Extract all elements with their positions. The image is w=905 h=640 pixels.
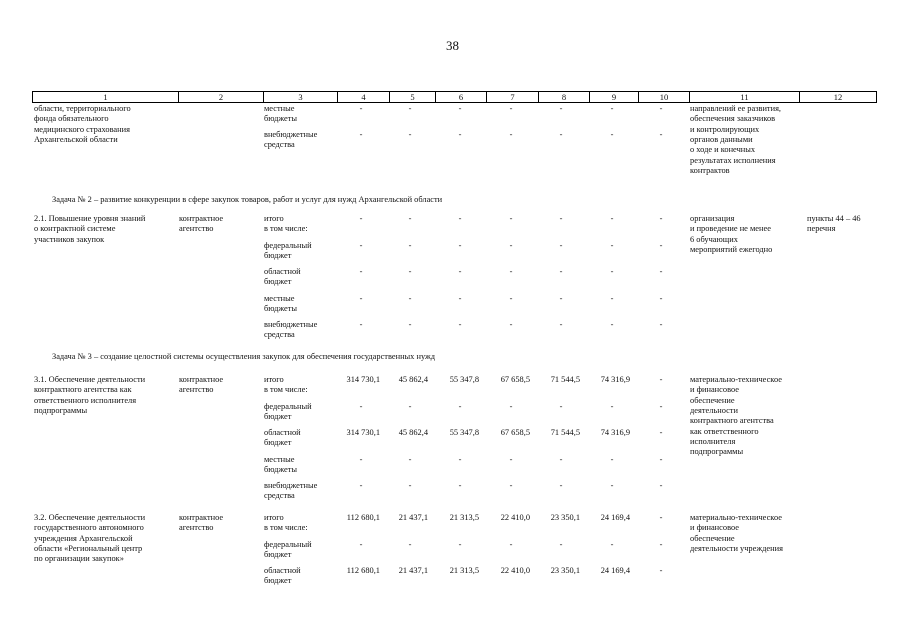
value-cell: - [610, 214, 614, 223]
value-cell: - [559, 240, 563, 250]
source-label: бюджет [264, 549, 292, 559]
header-cell-12: 12 [799, 92, 876, 102]
value-cell: - [509, 130, 513, 139]
value-cell: - [659, 293, 663, 303]
measure-name: 3.1. Обеспечение деятельности [34, 375, 146, 384]
source-label: в том числе: [264, 224, 308, 234]
value-cell: - [610, 130, 614, 139]
value-cell: 21 437,1 [398, 566, 428, 575]
value-cell: - [659, 267, 663, 276]
source-label: итого [264, 214, 284, 223]
value-cell: - [659, 454, 663, 464]
executor: контрактное [179, 214, 224, 223]
source-label: средства [264, 140, 295, 150]
source-label: итого [264, 513, 284, 522]
value-cell: 24 169,4 [600, 513, 630, 522]
value-cell: - [359, 130, 363, 139]
source-label: областной [264, 566, 301, 575]
expected-result: мероприятий ежегодно [690, 244, 773, 254]
value-cell: - [610, 267, 614, 276]
value-cell: - [509, 240, 513, 250]
executor: агентство [179, 523, 214, 533]
executor: агентство [179, 385, 214, 395]
value-cell: - [509, 104, 513, 113]
expected-result: обеспечение [690, 533, 735, 543]
measure-name: о контрактной системе [34, 224, 116, 234]
header-cell-9: 9 [589, 92, 638, 102]
value-cell: - [458, 320, 462, 329]
source-label: бюджет [264, 277, 292, 287]
value-cell: - [559, 267, 563, 276]
expected-result: направлений ее развития, [690, 104, 782, 113]
value-cell: - [359, 320, 363, 329]
value-cell: 67 658,5 [500, 428, 530, 437]
value-cell: - [359, 104, 363, 113]
value-cell: - [509, 293, 513, 303]
value-cell: 112 680,1 [346, 566, 380, 575]
value-cell: 23 350,1 [550, 566, 580, 575]
expected-result: и проведение не менее [690, 224, 771, 234]
value-cell: - [659, 539, 663, 549]
value-cell: - [559, 401, 563, 411]
source-label: средства [264, 330, 295, 340]
value-cell: - [359, 240, 363, 250]
measure-name: по организации закупок» [34, 554, 124, 564]
source-label: внебюджетные [264, 130, 318, 139]
value-cell: - [559, 104, 563, 113]
value-cell: - [359, 267, 363, 276]
value-cell: - [359, 293, 363, 303]
expected-result: материально-техническое [690, 375, 782, 384]
value-cell: - [509, 401, 513, 411]
value-cell: - [659, 214, 663, 223]
source-label: бюджеты [264, 303, 298, 313]
header-cell-6: 6 [435, 92, 486, 102]
source-label: в том числе: [264, 523, 308, 533]
value-cell: - [408, 320, 412, 329]
measure-name: медицинского страхования [34, 124, 130, 134]
value-cell: - [659, 240, 663, 250]
value-cell: - [610, 401, 614, 411]
value-cell: 71 544,5 [550, 428, 580, 437]
value-cell: - [509, 320, 513, 329]
expected-result: исполнителя [690, 436, 736, 446]
value-cell: - [659, 130, 663, 139]
value-cell: 23 350,1 [550, 513, 580, 522]
value-cell: - [458, 130, 462, 139]
value-cell: - [509, 481, 513, 490]
value-cell: 74 316,9 [600, 375, 630, 384]
source-label: федеральный [264, 539, 312, 549]
value-cell: - [559, 130, 563, 139]
measure-name: ответственного исполнителя [34, 395, 137, 405]
source-label: в том числе: [264, 385, 308, 395]
expected-result: о ходе и конечных [690, 145, 756, 155]
value-cell: - [408, 214, 412, 223]
header-cell-2: 2 [178, 92, 263, 102]
value-cell: - [509, 454, 513, 464]
value-cell: - [509, 539, 513, 549]
value-cell: - [610, 293, 614, 303]
measure-name: области, территориального [34, 104, 131, 113]
value-cell: 21 437,1 [398, 513, 428, 522]
executor: контрактное [179, 513, 224, 522]
value-cell: - [659, 513, 663, 522]
value-cell: - [458, 104, 462, 113]
expected-result: обеспечения заказчиков [690, 114, 776, 124]
reference: пункты 44 – 46 [807, 214, 861, 223]
value-cell: - [559, 481, 563, 490]
value-cell: 67 658,5 [500, 375, 530, 384]
executor: агентство [179, 224, 214, 234]
task-title: Задача № 3 – создание целостной системы осуществления закупок для обеспечения государственных нужд [52, 352, 436, 361]
value-cell: - [408, 401, 412, 411]
header-cell-4: 4 [337, 92, 389, 102]
value-cell: - [458, 401, 462, 411]
expected-result: 6 обучающих [690, 234, 738, 244]
value-cell: - [408, 454, 412, 464]
measure-name: государственного автономного [34, 523, 144, 533]
value-cell: - [559, 214, 563, 223]
value-cell: - [359, 481, 363, 490]
source-label: внебюджетные [264, 481, 318, 490]
measure-name: Архангельской области [34, 134, 118, 144]
value-cell: - [458, 454, 462, 464]
value-cell: - [610, 240, 614, 250]
expected-result: органов данными [690, 134, 753, 144]
expected-result: деятельности [690, 405, 738, 415]
source-label: областной [264, 428, 301, 437]
source-label: федеральный [264, 401, 312, 411]
expected-result: подпрограммы [690, 447, 744, 457]
value-cell: - [408, 481, 412, 490]
expected-result: обеспечение [690, 395, 735, 405]
value-cell: 21 313,5 [449, 513, 479, 522]
value-cell: - [359, 401, 363, 411]
value-cell: - [458, 267, 462, 276]
expected-result: контрактного агентства [690, 416, 774, 426]
value-cell: - [458, 481, 462, 490]
table-header-row [32, 91, 877, 103]
value-cell: 45 862,4 [398, 375, 428, 384]
value-cell: 71 544,5 [550, 375, 580, 384]
value-cell: 21 313,5 [449, 566, 479, 575]
expected-result: материально-техническое [690, 513, 782, 522]
expected-result: и контролирующих [690, 124, 760, 134]
value-cell: - [559, 539, 563, 549]
header-cell-10: 10 [638, 92, 689, 102]
value-cell: - [359, 539, 363, 549]
value-cell: - [458, 293, 462, 303]
measure-name: области «Региональный центр [34, 543, 143, 553]
source-label: внебюджетные [264, 320, 318, 329]
source-label: бюджет [264, 576, 292, 586]
value-cell: - [509, 267, 513, 276]
value-cell: - [408, 293, 412, 303]
value-cell: - [509, 214, 513, 223]
header-cell-11: 11 [689, 92, 799, 102]
value-cell: - [659, 428, 663, 437]
value-cell: - [559, 454, 563, 464]
source-label: местные [264, 104, 295, 113]
value-cell: 74 316,9 [600, 428, 630, 437]
value-cell: - [408, 539, 412, 549]
value-cell: 314 730,1 [346, 428, 380, 437]
expected-result: контрактов [690, 165, 730, 175]
task-title: Задача № 2 – развитие конкуренции в сфере закупок товаров, работ и услуг для нужд Архангельской области [52, 195, 443, 204]
value-cell: - [408, 240, 412, 250]
source-label: средства [264, 491, 295, 501]
value-cell: - [559, 293, 563, 303]
value-cell: - [659, 320, 663, 329]
value-cell: - [659, 401, 663, 411]
expected-result: деятельности учреждения [690, 543, 783, 553]
header-cell-3: 3 [263, 92, 337, 102]
source-label: бюджеты [264, 464, 298, 474]
value-cell: - [458, 214, 462, 223]
measure-name: подпрограммы [34, 405, 88, 415]
source-label: бюджет [264, 438, 292, 448]
header-cell-8: 8 [538, 92, 589, 102]
value-cell: - [359, 214, 363, 223]
value-cell: - [659, 566, 663, 575]
source-label: бюджет [264, 411, 292, 421]
measure-name: 3.2. Обеспечение деятельности [34, 513, 146, 522]
value-cell: 55 347,8 [449, 428, 479, 437]
expected-result: результатах исполнения [690, 155, 776, 165]
value-cell: - [359, 454, 363, 464]
value-cell: - [610, 481, 614, 490]
measure-name: участников закупок [34, 234, 105, 244]
value-cell: - [610, 454, 614, 464]
value-cell: - [659, 375, 663, 384]
value-cell: - [458, 539, 462, 549]
source-label: бюджет [264, 250, 292, 260]
expected-result: как ответственного [690, 426, 759, 436]
value-cell: - [610, 539, 614, 549]
value-cell: - [659, 104, 663, 113]
reference: перечня [807, 224, 836, 234]
measure-name: учреждения Архангельской [34, 533, 133, 543]
value-cell: - [610, 320, 614, 329]
measure-name: фонда обязательного [34, 114, 109, 124]
source-label: федеральный [264, 240, 312, 250]
executor: контрактное [179, 375, 224, 384]
value-cell: - [659, 481, 663, 490]
header-cell-7: 7 [486, 92, 538, 102]
source-label: бюджеты [264, 114, 298, 124]
value-cell: 22 410,0 [500, 513, 530, 522]
value-cell: - [408, 104, 412, 113]
value-cell: 112 680,1 [346, 513, 380, 522]
value-cell: 45 862,4 [398, 428, 428, 437]
value-cell: - [408, 130, 412, 139]
expected-result: организация [690, 214, 735, 223]
value-cell: - [408, 267, 412, 276]
measure-name: контрактного агентства как [34, 385, 132, 395]
header-cell-1: 1 [103, 92, 108, 102]
value-cell: 22 410,0 [500, 566, 530, 575]
value-cell: 55 347,8 [449, 375, 479, 384]
source-label: местные [264, 293, 295, 303]
value-cell: - [610, 104, 614, 113]
expected-result: и финансовое [690, 385, 739, 395]
source-label: областной [264, 267, 301, 276]
source-label: итого [264, 375, 284, 384]
value-cell: - [458, 240, 462, 250]
source-label: местные [264, 454, 295, 464]
expected-result: и финансовое [690, 523, 739, 533]
value-cell: 314 730,1 [346, 375, 380, 384]
value-cell: - [559, 320, 563, 329]
page-number: 38 [446, 38, 459, 53]
measure-name: 2.1. Повышение уровня знаний [34, 214, 146, 223]
value-cell: 24 169,4 [600, 566, 630, 575]
header-cell-5: 5 [389, 92, 435, 102]
